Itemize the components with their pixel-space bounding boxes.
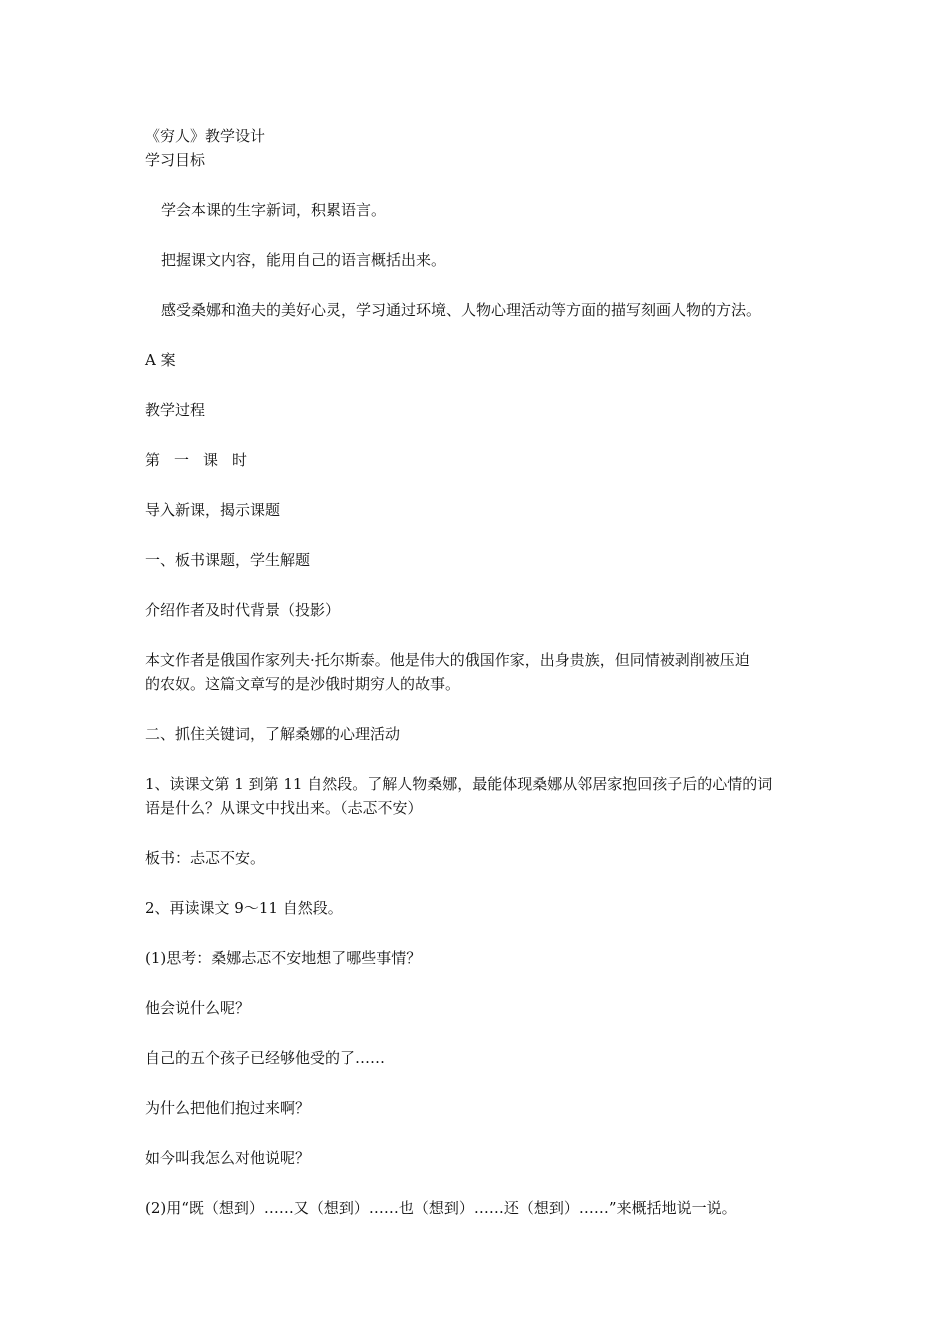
objectives-heading: 学习目标	[145, 151, 206, 169]
thought-2: 自己的五个孩子已经够他受的了……	[145, 1049, 386, 1067]
lesson-heading: 第一课时	[145, 451, 262, 469]
thought-4: 如今叫我怎么对他说呢？	[145, 1149, 311, 1167]
question-1-line-1: 1、读课文第 1 到第 11 自然段。了解人物桑娜，最能体现桑娜从邻居家抱回孩子后的心情的词	[145, 775, 773, 793]
process-heading: 教学过程	[145, 401, 206, 419]
summary-prompt: (2)用“既（想到）……又（想到）……也（想到）……还（想到）……”来概括地说一说。	[145, 1199, 737, 1217]
author-intro: 介绍作者及时代背景（投影）	[145, 601, 341, 619]
step-2-heading: 二、抓住关键词，了解桑娜的心理活动	[145, 725, 401, 743]
question-2: 2、再读课文 9～11 自然段。	[145, 899, 343, 917]
thought-1: 他会说什么呢？	[145, 999, 251, 1017]
plan-label: A 案	[145, 351, 176, 369]
document-page	[145, 124, 825, 1220]
author-text-line-1: 本文作者是俄国作家列夫·托尔斯泰。他是伟大的俄国作家，出身贵族，但同情被剥削被压迫	[145, 651, 750, 669]
thought-3: 为什么把他们抱过来啊？	[145, 1099, 311, 1117]
objective-item-2: 把握课文内容，能用自己的语言概括出来。	[161, 251, 447, 269]
objective-item-3: 感受桑娜和渔夫的美好心灵，学习通过环境、人物心理活动等方面的描写刻画人物的方法。	[161, 301, 762, 319]
step-1-heading: 一、板书课题，学生解题	[145, 551, 311, 569]
question-1-line-2: 语是什么？从课文中找出来。（忐忑不安）	[145, 799, 423, 817]
document-title: 《穷人》教学设计	[145, 127, 266, 145]
board-note: 板书：忐忑不安。	[145, 849, 266, 867]
intro-heading: 导入新课，揭示课题	[145, 501, 281, 519]
objective-item-1: 学会本课的生字新词，积累语言。	[161, 201, 387, 219]
author-text-line-2: 的农奴。这篇文章写的是沙俄时期穷人的故事。	[145, 675, 461, 693]
think-prompt: (1)思考：桑娜忐忑不安地想了哪些事情？	[145, 949, 422, 967]
